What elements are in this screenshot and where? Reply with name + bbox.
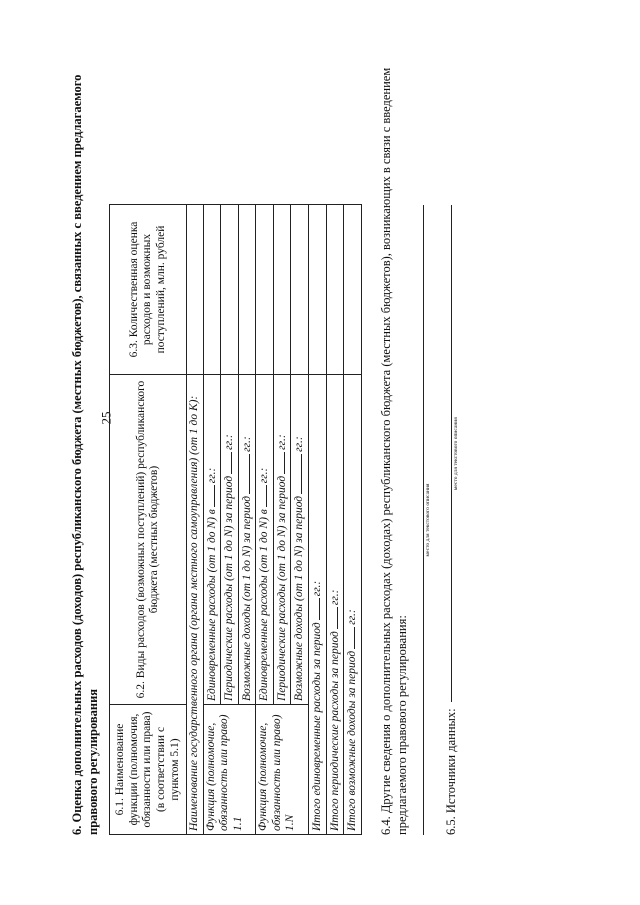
value-cell — [344, 205, 362, 375]
table-row — [203, 205, 221, 835]
one-time-expenses-cell: Единовременные расходы (от 1 до N) вгг.: — [203, 375, 221, 705]
possible-income-cell: Возможные доходы (от 1 до N) за периодгг.: — [238, 375, 256, 705]
col-6-3-header: 6.3. Количественная оценка расходов и возможных поступлений, млн. рублей — [110, 205, 187, 375]
rotated-page-content — [70, 35, 530, 835]
budget-estimate-table — [109, 204, 361, 835]
periodic-expenses-cell: Периодические расходы (от 1 до N) за периодгг.: — [221, 375, 239, 705]
value-cell — [221, 205, 239, 375]
col-6-2-header: 6.2. Виды расходов (возможных поступлений) республиканского бюджета (местных бюджетов) — [110, 375, 187, 705]
total-income-cell: Итого возможные доходы за периодгг.: — [344, 375, 362, 835]
table-row — [256, 205, 274, 835]
value-cell — [203, 205, 221, 375]
page-number: 25 — [98, 411, 114, 425]
possible-income-cell: Возможные доходы (от 1 до N) за периодгг.: — [291, 375, 309, 705]
function-1-1-cell: Функция (полномочие, обязанность или право) 1.1 — [203, 705, 256, 835]
table-row — [326, 205, 344, 835]
one-time-expenses-cell: Единовременные расходы (от 1 до N) вгг.: — [256, 375, 274, 705]
section-6-4-hint: место для текстового описания — [424, 483, 431, 557]
section-6-5-row — [443, 205, 459, 835]
section-6-5-answer-line[interactable] — [450, 205, 459, 702]
section-6-title: 6. Оценка дополнительных расходов (доходов) республиканского бюджета (местных бюджетов), связанных с введением предлагаемого правового регулирования — [70, 74, 100, 835]
total-one-time-cell: Итого единовременные расходы за периодгг.: — [309, 375, 327, 835]
org-name-cell: Наименование государственного органа (органа местного самоуправления) (от 1 до K): — [187, 375, 204, 835]
table-row — [309, 205, 327, 835]
total-periodic-cell: Итого периодические расходы за периодгг.: — [326, 375, 344, 835]
value-cell — [291, 205, 309, 375]
section-6-5-label: 6.5. Источники данных: — [443, 708, 458, 835]
value-cell — [309, 205, 327, 375]
col-6-1-header: 6.1. Наименование функции (полномочия, обязанности или права) (в соответствии с пунктом 5.1) — [110, 705, 187, 835]
section-6-4-answer-line[interactable] — [422, 205, 431, 835]
value-cell — [256, 205, 274, 375]
value-cell — [326, 205, 344, 375]
table-row — [344, 205, 362, 835]
table-row — [187, 205, 204, 835]
periodic-expenses-cell: Периодические расходы (от 1 до N) за периодгг.: — [273, 375, 291, 705]
value-cell — [187, 205, 204, 375]
value-cell — [273, 205, 291, 375]
function-1-n-cell: Функция (полномочие, обязанность или право) 1.N — [256, 705, 309, 835]
section-6-4-text: 6.4. Другие сведения о дополнительных расходах (доходах) республиканского бюджета (местных бюджетов), возникающих в связи с введением предлагаемого правового регулирования: — [378, 67, 409, 835]
section-6-5-hint: место для текстового описания — [452, 417, 459, 491]
value-cell — [238, 205, 256, 375]
table-header-row — [110, 205, 187, 835]
